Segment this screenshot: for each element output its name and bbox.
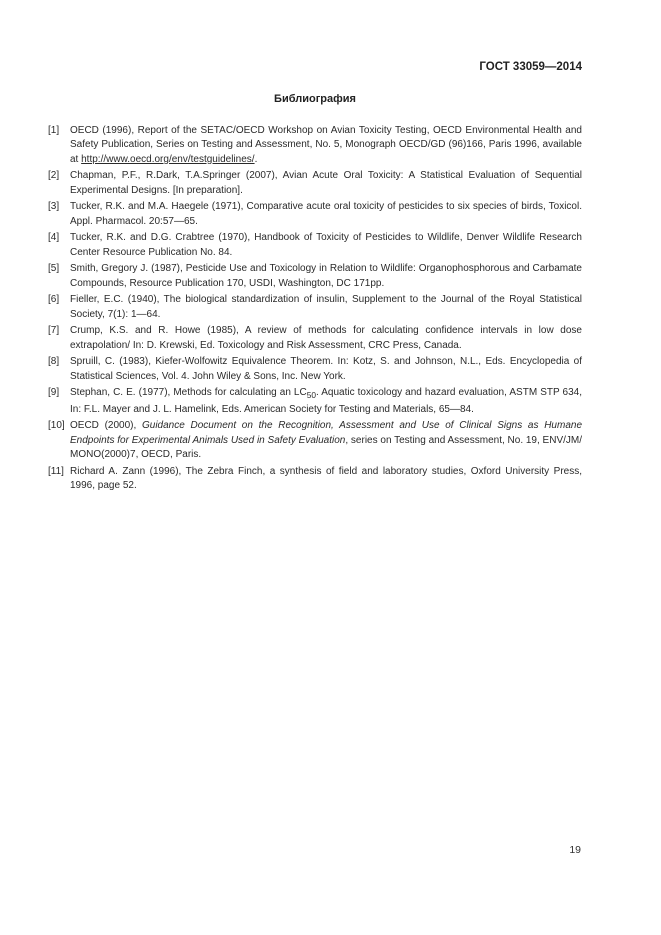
reference-number: [7] (48, 325, 60, 337)
reference-number: [4] (48, 232, 60, 244)
reference-text-segment: OECD (1996), Report of the SETAC/OECD Workshop on Avian Toxicity Testing, OECD Environmental Health and Safety Publication, Series on Testing and Assessment, No. 5, Monograph OECD/GD (96)166, Paris 1996, available at (70, 125, 582, 165)
page-number: 19 (569, 844, 581, 856)
reference-text (70, 465, 582, 494)
reference-text-segment: Richard A. Zann (1996), The Zebra Finch, a synthesis of field and laboratory studies, Oxford University Press, 1996, page 52. (70, 465, 582, 492)
reference-item (48, 200, 582, 229)
reference-text (70, 293, 582, 322)
reference-text-segment: Tucker, R.K. and M.A. Haegele (1971), Comparative acute oral toxicity of pesticides to six species of birds, Toxicol. Appl. Pharmacol. 20:57—65. (70, 201, 582, 227)
reference-text (70, 386, 582, 417)
reference-item (48, 169, 582, 198)
reference-number: [3] (48, 201, 60, 213)
reference-item (48, 465, 582, 494)
reference-item (48, 231, 582, 260)
reference-item (48, 386, 582, 417)
reference-text (70, 169, 582, 198)
reference-text-segment: Crump, K.S. and R. Howe (1985), A review of methods for calculating confidence intervals in low dose extrapolation/ In: D. Krewski, Ed. Toxicology and Risk Assessment, CRC Press, Canada. (70, 325, 582, 351)
reference-item (48, 419, 582, 462)
reference-text-segment: OECD (2000), (70, 420, 142, 432)
reference-item (48, 324, 582, 353)
reference-item (48, 355, 582, 384)
reference-text-segment: Chapman, P.F., R.Dark, T.A.Springer (2007), Avian Acute Oral Toxicity: A Statistical Evaluation of Sequential Experimental Designs. [In preparation]. (70, 170, 582, 196)
document-code: ГОСТ 33059—2014 (479, 61, 582, 73)
reference-text (70, 231, 582, 260)
reference-number: [11] (48, 465, 64, 477)
reference-number: [2] (48, 170, 60, 182)
reference-text-segment: Stephan, C. E. (1977), Methods for calculating an LC (70, 387, 307, 399)
reference-text-segment: . Aquatic toxicology and hazard evaluation, ASTM STP 634, In: F.L. Mayer and J. L. Hamelink, Eds. American Society for Testing and Materials, 65—84. (70, 387, 582, 415)
reference-text-segment: . (254, 153, 258, 165)
reference-link[interactable]: http://www.oecd.org/env/testguidelines/ (81, 153, 255, 165)
reference-text (70, 262, 582, 291)
reference-text (70, 419, 582, 462)
reference-text (70, 200, 582, 229)
reference-text-segment: , series on Testing and Assessment, No. 19, ENV/JM/ MONO(2000)7, OECD, Paris. (70, 434, 583, 461)
subscript-text: 50 (306, 390, 316, 401)
reference-text (70, 324, 582, 353)
reference-item (48, 293, 582, 322)
reference-number: [8] (48, 356, 60, 368)
reference-text-segment: Tucker, R.K. and D.G. Crabtree (1970), Handbook of Toxicity of Pesticides to Wildlife, Denver Wildlife Research Center Resource Publication No. 84. (70, 232, 582, 258)
reference-number: [10] (48, 420, 65, 432)
reference-number: [1] (48, 125, 60, 136)
reference-text-segment: Spruill, C. (1983), Kiefer-Wolfowitz Equivalence Theorem. In: Kotz, S. and Johnson, N.L., Eds. Encyclopedia of Statistical Sciences, Vol. 4. John Wiley & Sons, Inc. New York. (70, 356, 582, 382)
reference-number: [6] (48, 294, 60, 306)
bibliography-heading: Библиография (274, 93, 356, 105)
reference-text (70, 355, 582, 384)
reference-number: [5] (48, 263, 60, 275)
reference-text-segment: Fieller, E.C. (1940), The biological standardization of insulin, Supplement to the Journal of the Royal Statistical Society, 7(1): 1—64. (70, 294, 582, 320)
reference-text-segment: Smith, Gregory J. (1987), Pesticide Use and Toxicology in Relation to Wildlife: Organophosphorous and Carbamate Compounds, Resource Publication 170, USDI, Washington, DC 171pp. (70, 263, 582, 289)
reference-list (48, 124, 582, 496)
reference-item (48, 262, 582, 291)
reference-item (48, 124, 582, 167)
reference-number: [9] (48, 387, 60, 399)
reference-text (70, 124, 582, 167)
italic-title: Guidance Document on the Recognition, Assessment and Use of Clinical Signs as Humane Endpoints for Experimental Animals Used in Safety Evaluation (70, 420, 582, 446)
